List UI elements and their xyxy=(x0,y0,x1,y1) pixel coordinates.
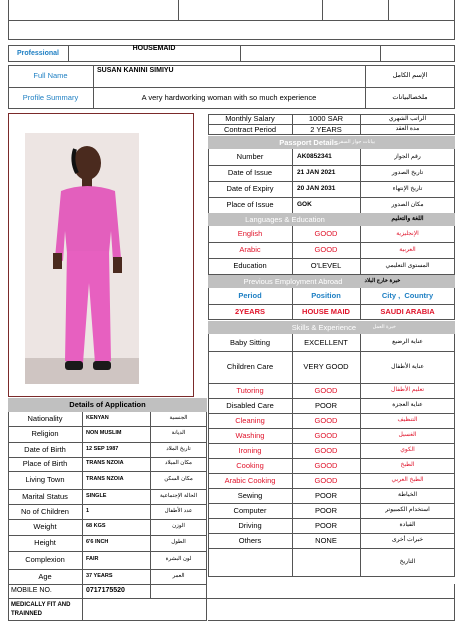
skills-value: GOOD xyxy=(314,415,338,425)
application-label: Date of Birth xyxy=(24,444,66,454)
skills-arabic: الكوي xyxy=(400,447,415,454)
passport-arabic: رقم الجواز xyxy=(394,153,421,160)
profile-summary-label: Profile Summary xyxy=(22,93,79,103)
application-arabic: الحالة الإجتماعية xyxy=(159,492,198,499)
application-arabic: العمر xyxy=(172,572,185,579)
passport-label: Date of Issue xyxy=(227,168,273,178)
languages-title: Languages & Education xyxy=(245,214,325,224)
skills-arabic: الخياطة xyxy=(398,492,417,499)
employment-position-value: HOUSE MAID xyxy=(302,307,350,317)
application-arabic: مكان السكن xyxy=(164,476,193,483)
application-title: Details of Application xyxy=(69,400,146,410)
skills-value: POOR xyxy=(314,505,338,515)
skills-arabic: استخدام الكمبيوتر xyxy=(385,507,430,514)
passport-arabic: تاريخ الصدور xyxy=(391,169,424,176)
skills-arabic: التنظيف xyxy=(397,417,418,424)
application-arabic: مكان الميلاد xyxy=(165,460,193,467)
employment-period-value: 2YEARS xyxy=(234,307,265,317)
passport-title: Passport Details xyxy=(279,137,338,147)
salary-label: Monthly Salary xyxy=(225,114,275,124)
employment-city-header: City , Country xyxy=(381,291,434,301)
passport-label: Date of Expiry xyxy=(226,184,274,194)
full-name-value: SUSAN KANINI SIMIYU xyxy=(97,67,174,74)
contract-label: Contract Period xyxy=(223,124,277,134)
skills-label: Driving xyxy=(238,520,262,530)
salary-value: 1000 SAR xyxy=(308,114,344,124)
skills-arabic: الطبخ العربي xyxy=(391,477,424,484)
application-arabic: تاريخ الملاد xyxy=(166,445,191,452)
application-value: SINGLE xyxy=(86,492,107,499)
passport-value: 20 JAN 2031 xyxy=(297,184,336,192)
languages-label: English xyxy=(237,229,263,239)
skills-arabic: عناية الرضيع xyxy=(392,339,423,346)
skills-arabic: عناية العجزة xyxy=(392,402,423,409)
mobile-value: 0717175520 xyxy=(86,587,125,595)
application-value: 12 SEP 1987 xyxy=(86,445,119,452)
languages-value: GOOD xyxy=(314,245,338,255)
contract-arabic: مدة العقد xyxy=(395,126,420,133)
languages-arabic: المستوى التعليمي xyxy=(385,262,430,269)
profile-summary-arabic: ملخصالبيانات xyxy=(392,93,428,101)
application-label: Age xyxy=(38,571,52,581)
skills-value: GOOD xyxy=(314,460,338,470)
application-label: Weight xyxy=(33,522,57,532)
application-arabic: الديانة xyxy=(171,430,186,437)
application-label: Nationality xyxy=(27,414,63,424)
employment-title-arabic: خبرة خارج البلاد xyxy=(364,277,401,284)
passport-label: Number xyxy=(236,152,264,162)
languages-label: Arabic xyxy=(239,245,261,255)
languages-value: GOOD xyxy=(314,229,338,239)
medical-status: MEDICALLY FIT AND TRAINNED xyxy=(11,602,71,617)
languages-arabic: الإنجليزية xyxy=(396,230,419,237)
employment-city-value: SAUDI ARABIA xyxy=(380,307,435,317)
passport-value: AK0852341 xyxy=(297,152,332,160)
skills-arabic: خبرات أخرى xyxy=(391,537,424,544)
languages-value: O'LEVEL xyxy=(310,261,342,271)
skills-arabic: القيادة xyxy=(399,522,416,529)
application-arabic: الطول xyxy=(171,539,186,546)
skills-value: GOOD xyxy=(314,475,338,485)
skills-value xyxy=(292,548,360,576)
skills-arabic: تعليم الأطفال xyxy=(390,387,425,394)
skills-label: Washing xyxy=(235,430,265,440)
mobile-label: MOBILE NO. xyxy=(11,587,52,595)
skills-label: Disabled Care xyxy=(226,400,274,410)
application-label: Marital Status xyxy=(22,491,68,501)
skills-value: GOOD xyxy=(314,385,338,395)
employment-title: Previous Employment Abroad xyxy=(243,276,343,286)
full-name-arabic: الإسم الكامل xyxy=(392,71,428,79)
skills-label: Others xyxy=(238,535,262,545)
languages-arabic: العربية xyxy=(399,246,416,253)
passport-arabic: مكان الصدور xyxy=(391,201,424,208)
languages-label: Education xyxy=(233,261,267,271)
skills-label: Computer xyxy=(233,505,267,515)
skills-value: POOR xyxy=(314,400,338,410)
skills-value: VERY GOOD xyxy=(303,362,349,372)
skills-label xyxy=(208,548,292,576)
skills-arabic: التاريخ xyxy=(399,558,416,565)
application-value: TRANS NZOIA xyxy=(86,460,124,467)
application-arabic: الجنسية xyxy=(169,415,188,422)
application-value: KENYAN xyxy=(86,415,109,422)
application-value: FAIR xyxy=(86,556,99,563)
passport-value: GOK xyxy=(297,200,312,208)
skills-arabic: عناية الأطفال xyxy=(391,363,424,370)
application-label: Living Town xyxy=(25,475,65,485)
skills-value: POOR xyxy=(314,490,338,500)
application-arabic: لون البشرة xyxy=(165,556,192,563)
application-arabic: الوزن xyxy=(172,523,185,530)
application-label: Height xyxy=(34,538,56,548)
candidate-figure-icon xyxy=(25,133,139,384)
skills-value: EXCELLENT xyxy=(304,337,348,347)
application-label: Place of Birth xyxy=(22,459,68,469)
employment-period-header: Period xyxy=(238,291,262,301)
skills-label: Children Care xyxy=(226,362,274,372)
skills-label: Sewing xyxy=(237,490,263,500)
skills-value: NONE xyxy=(315,535,337,545)
professional-label: Professional xyxy=(16,49,59,57)
skills-value: POOR xyxy=(314,520,338,530)
application-value: TRANS NZOIA xyxy=(86,476,124,483)
skills-title-arabic: خبرة العمل xyxy=(372,323,396,330)
application-value: 6'6 INCH xyxy=(86,539,109,546)
passport-label: Place of Issue xyxy=(226,200,274,210)
salary-arabic: الراتب الشهري xyxy=(388,115,427,122)
application-label: Complexion xyxy=(25,555,65,565)
skills-label: Ironing xyxy=(238,445,262,455)
skills-label: Arabic Cooking xyxy=(224,475,276,485)
candidate-photo xyxy=(25,133,139,384)
employment-position-header: Position xyxy=(311,291,341,301)
full-name-label: Full Name xyxy=(33,71,68,81)
application-value: NON MUSLIM xyxy=(86,430,122,437)
skills-value: GOOD xyxy=(314,445,338,455)
application-value: 37 YEARS xyxy=(86,572,113,579)
profession-value: HOUSEMAID xyxy=(132,45,176,53)
languages-title-arabic: اللغة والتعليم xyxy=(391,216,424,223)
application-label: Religion xyxy=(31,429,59,439)
skills-arabic: الغسيل xyxy=(398,432,417,439)
contract-value: 2 YEARS xyxy=(310,124,342,134)
skills-label: Cleaning xyxy=(235,415,265,425)
application-arabic: عدد الأطفال xyxy=(164,507,193,514)
skills-label: Tutoring xyxy=(236,385,264,395)
passport-title-arabic: بيانات جواز السفر xyxy=(338,138,375,145)
skills-label: Cooking xyxy=(236,460,264,470)
skills-arabic: الطبخ xyxy=(400,462,415,469)
application-value: 1 xyxy=(86,507,90,514)
skills-value: GOOD xyxy=(314,430,338,440)
profile-summary-value: A very hardworking woman with so much experience xyxy=(141,93,317,103)
application-label: No of Children xyxy=(21,506,69,516)
passport-value: 21 JAN 2021 xyxy=(297,168,336,176)
skills-title: Skills & Experience xyxy=(291,322,356,332)
application-value: 68 KGS xyxy=(86,523,106,530)
skills-label: Baby Sitting xyxy=(229,337,271,347)
passport-arabic: تاريخ الإنتهاء xyxy=(392,185,423,192)
